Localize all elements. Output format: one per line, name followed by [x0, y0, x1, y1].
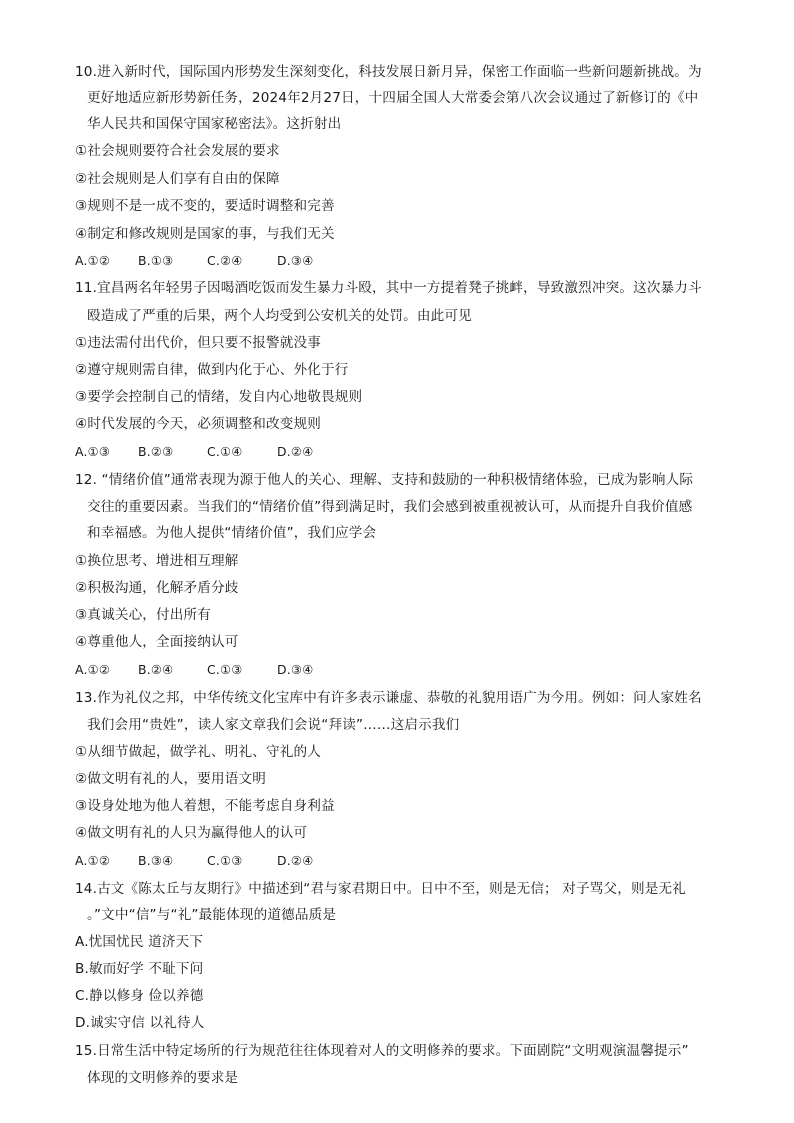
question-10-choice: A.①②	[75, 253, 111, 268]
question-11-choice: B.②③	[138, 444, 174, 459]
question-13-stem-line: 我们会用“贵姓”，读人家文章我们会说“拜读”……这启示我们	[87, 717, 460, 733]
question-12-choice: D.③④	[277, 662, 314, 677]
question-10-option: ②社会规则是人们享有自由的保障	[75, 171, 280, 187]
question-12-choice: C.①③	[207, 662, 243, 677]
question-11-option: ④时代发展的今天，必须调整和改变规则	[75, 416, 321, 432]
question-11-choice: D.②④	[277, 444, 314, 459]
question-11-choice: C.①④	[207, 444, 243, 459]
question-13-stem-line: 13.作为礼仪之邦，中华传统文化宝库中有许多表示谦虚、恭敬的礼貌用语广为今用。例如：问人家姓名	[75, 690, 702, 706]
question-11-option: ③要学会控制自己的情绪，发自内心地敬畏规则	[75, 389, 363, 405]
question-12-stem-line: 交往的重要因素。当我们的“情绪价值”得到满足时，我们会感到被重视被认可，从而提升自我价值感	[87, 499, 693, 515]
question-13-option: ①从细节做起，做学礼、明礼、守礼的人	[75, 744, 321, 760]
question-10-option: ①社会规则要符合社会发展的要求	[75, 143, 280, 159]
question-10-choice: D.③④	[277, 253, 314, 268]
question-13-choice: A.①②	[75, 853, 111, 868]
question-15-stem-line: 15.日常生活中特定场所的行为规范往往体现着对人的文明修养的要求。下面剧院“文明观演温馨提示”	[75, 1043, 689, 1059]
question-12-option: ②积极沟通，化解矛盾分歧	[75, 580, 239, 596]
question-12-stem-line: 和幸福感。为他人提供“情绪价值”，我们应学会	[87, 525, 377, 541]
question-14-stem-line: 14.古文《陈太丘与友期行》中描述到“君与家君期日中。日中不至，则是无信； 对子骂父，则是无礼	[75, 881, 686, 897]
question-10-choice: C.②④	[207, 253, 243, 268]
question-14-stem-line: 。”文中“信”与“礼”最能体现的道德品质是	[87, 907, 337, 923]
question-15-stem-line: 体现的文明修养的要求是	[87, 1070, 239, 1086]
question-14-option: C.静以修身 俭以养德	[75, 988, 204, 1004]
question-11-choice: A.①③	[75, 444, 111, 459]
question-12-stem-line: 12. “情绪价值”通常表现为源于他人的关心、理解、支持和鼓励的一种积极情绪体验，已成为影响人际	[75, 472, 694, 488]
question-12-option: ④尊重他人，全面接纳认可	[75, 634, 239, 650]
question-13-choice: B.③④	[138, 853, 174, 868]
question-12-choice: A.①②	[75, 662, 111, 677]
question-12-choice: B.②④	[138, 662, 174, 677]
question-10-stem-line: 10.进入新时代，国际国内形势发生深刻变化，科技发展日新月异，保密工作面临一些新问题新挑战。为	[75, 64, 702, 80]
question-10-option: ④制定和修改规则是国家的事，与我们无关	[75, 226, 335, 242]
question-10-choice: B.①③	[138, 253, 174, 268]
question-10-stem-line: 华人民共和国保守国家秘密法》。这折射出	[87, 116, 342, 132]
question-14-option: A.忧国忧民 道济天下	[75, 934, 204, 950]
question-14-option: D.诚实守信 以礼待人	[75, 1015, 205, 1031]
question-11-option: ①违法需付出代价，但只要不报警就没事	[75, 335, 321, 351]
question-13-option: ④做文明有礼的人只为赢得他人的认可	[75, 825, 308, 841]
question-10-option: ③规则不是一成不变的，要适时调整和完善	[75, 198, 335, 214]
question-12-option: ③真诚关心，付出所有	[75, 607, 212, 623]
question-11-stem-line: 殴造成了严重的后果，两个人均受到公安机关的处罚。由此可见	[87, 308, 472, 324]
question-10-stem-line: 更好地适应新形势新任务，2024年2月27日，十四届全国人大常委会第八次会议通过了新修订的《中	[87, 90, 699, 106]
question-13-option: ③设身处地为他人着想，不能考虑自身利益	[75, 798, 335, 814]
question-11-stem-line: 11.宜昌两名年轻男子因喝酒吃饭而发生暴力斗殴，其中一方提着凳子挑衅，导致激烈冲突。这次暴力斗	[75, 280, 702, 296]
question-13-choice: C.①③	[207, 853, 243, 868]
question-13-option: ②做文明有礼的人，要用语文明	[75, 771, 267, 787]
question-13-choice: D.②④	[277, 853, 314, 868]
question-12-option: ①换位思考、增进相互理解	[75, 553, 239, 569]
question-11-option: ②遵守规则需自律，做到内化于心、外化于行	[75, 362, 349, 378]
question-14-option: B.敏而好学 不耻下问	[75, 961, 204, 977]
